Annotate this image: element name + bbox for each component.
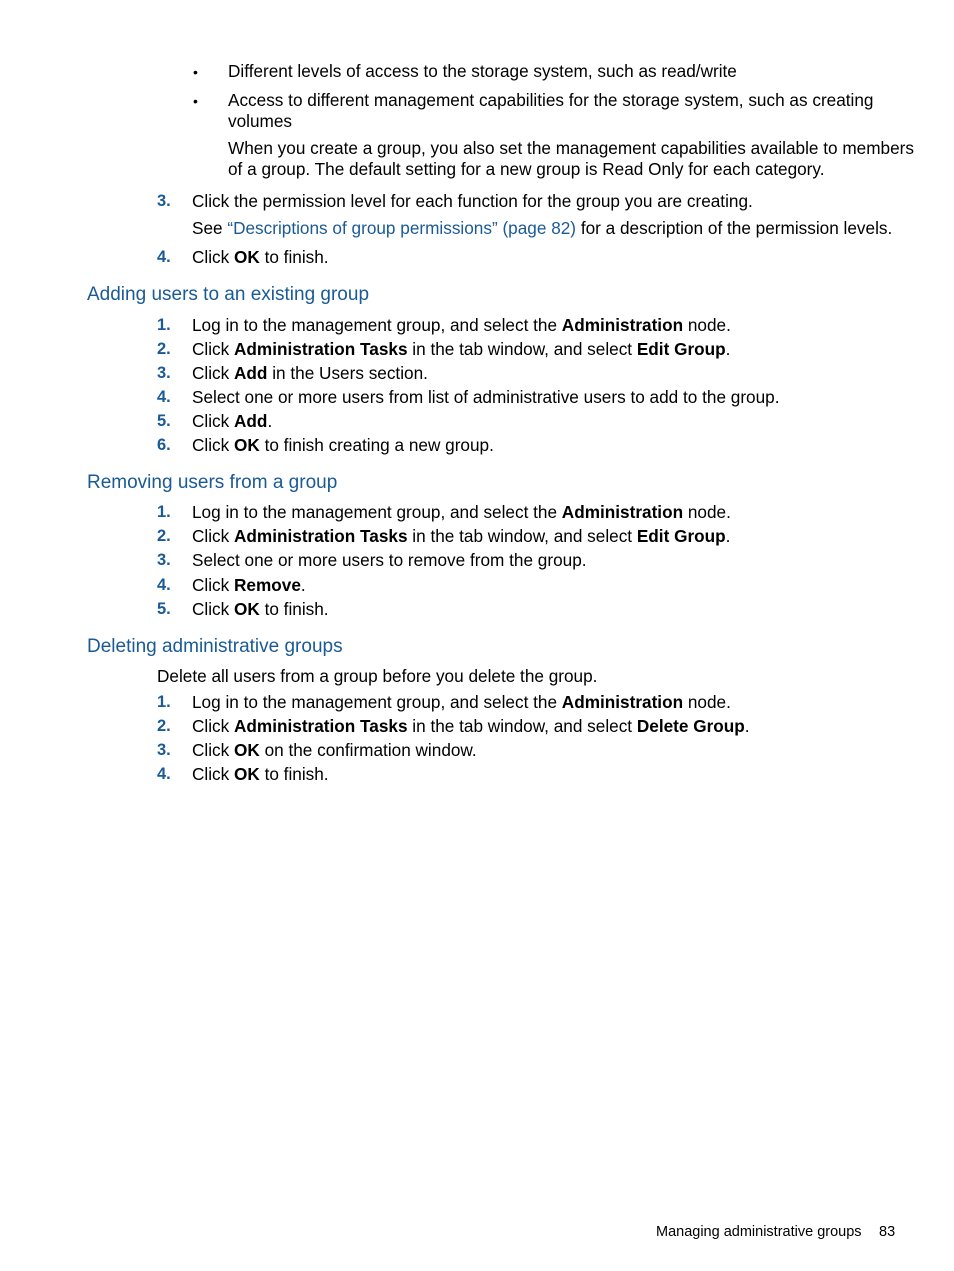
step-text: Select one or more users from list of administrative users to add to the group. xyxy=(192,387,780,407)
step-number: 3. xyxy=(157,192,171,210)
step-text: Log in to the management group, and select the Administration node. xyxy=(192,315,731,335)
bullet-icon: • xyxy=(193,64,198,80)
see-reference: See “Descriptions of group permissions” (page 82) for a description of the permission levels. xyxy=(192,218,893,238)
step-number: 3. xyxy=(157,364,171,382)
page-number: 83 xyxy=(879,1224,896,1240)
step-number: 3. xyxy=(157,741,171,759)
step-text: Click Remove. xyxy=(192,575,306,595)
footer-title: Managing administrative groups xyxy=(656,1224,862,1240)
section-intro: Delete all users from a group before you delete the group. xyxy=(157,666,598,686)
bullet-text: Different levels of access to the storage system, such as read/write xyxy=(228,61,737,81)
step-number: 4. xyxy=(157,765,171,783)
step-text: Click OK to finish. xyxy=(192,247,329,267)
step-text: Click the permission level for each function for the group you are creating. xyxy=(192,191,753,211)
bullet-text: volumes xyxy=(228,111,292,131)
step-text: Click Add in the Users section. xyxy=(192,363,428,383)
step-text: Select one or more users to remove from the group. xyxy=(192,550,587,570)
step-number: 1. xyxy=(157,503,171,521)
step-text: Click OK to finish creating a new group. xyxy=(192,435,494,455)
step-number: 5. xyxy=(157,600,171,618)
section-heading: Adding users to an existing group xyxy=(87,284,370,305)
step-number: 3. xyxy=(157,551,171,569)
bullet-text: Access to different management capabilities for the storage system, such as creating xyxy=(228,90,874,110)
step-text: Click Administration Tasks in the tab window, and select Edit Group. xyxy=(192,526,731,546)
step-text: Click Administration Tasks in the tab window, and select Edit Group. xyxy=(192,339,731,359)
step-number: 1. xyxy=(157,316,171,334)
step-text: Click Administration Tasks in the tab window, and select Delete Group. xyxy=(192,716,750,736)
step-text: Click Add. xyxy=(192,411,273,431)
step-number: 6. xyxy=(157,436,171,454)
step-text: Click OK to finish. xyxy=(192,599,329,619)
step-text: Click OK on the confirmation window. xyxy=(192,740,477,760)
section-heading: Deleting administrative groups xyxy=(87,636,343,657)
step-text: Click OK to finish. xyxy=(192,764,329,784)
step-text: Log in to the management group, and select the Administration node. xyxy=(192,502,731,522)
step-number: 2. xyxy=(157,717,171,735)
section-heading: Removing users from a group xyxy=(87,472,338,493)
step-number: 4. xyxy=(157,248,171,266)
step-text: Log in to the management group, and select the Administration node. xyxy=(192,692,731,712)
step-number: 5. xyxy=(157,412,171,430)
step-number: 4. xyxy=(157,388,171,406)
step-number: 4. xyxy=(157,576,171,594)
step-number: 1. xyxy=(157,693,171,711)
step-number: 2. xyxy=(157,527,171,545)
step-number: 2. xyxy=(157,340,171,358)
permissions-link[interactable]: “Descriptions of group permissions” (page 82) xyxy=(227,218,577,238)
note-text: of a group. The default setting for a new group is Read Only for each category. xyxy=(228,159,825,179)
bullet-icon: • xyxy=(193,93,198,109)
note-text: When you create a group, you also set the management capabilities available to members xyxy=(228,138,914,158)
